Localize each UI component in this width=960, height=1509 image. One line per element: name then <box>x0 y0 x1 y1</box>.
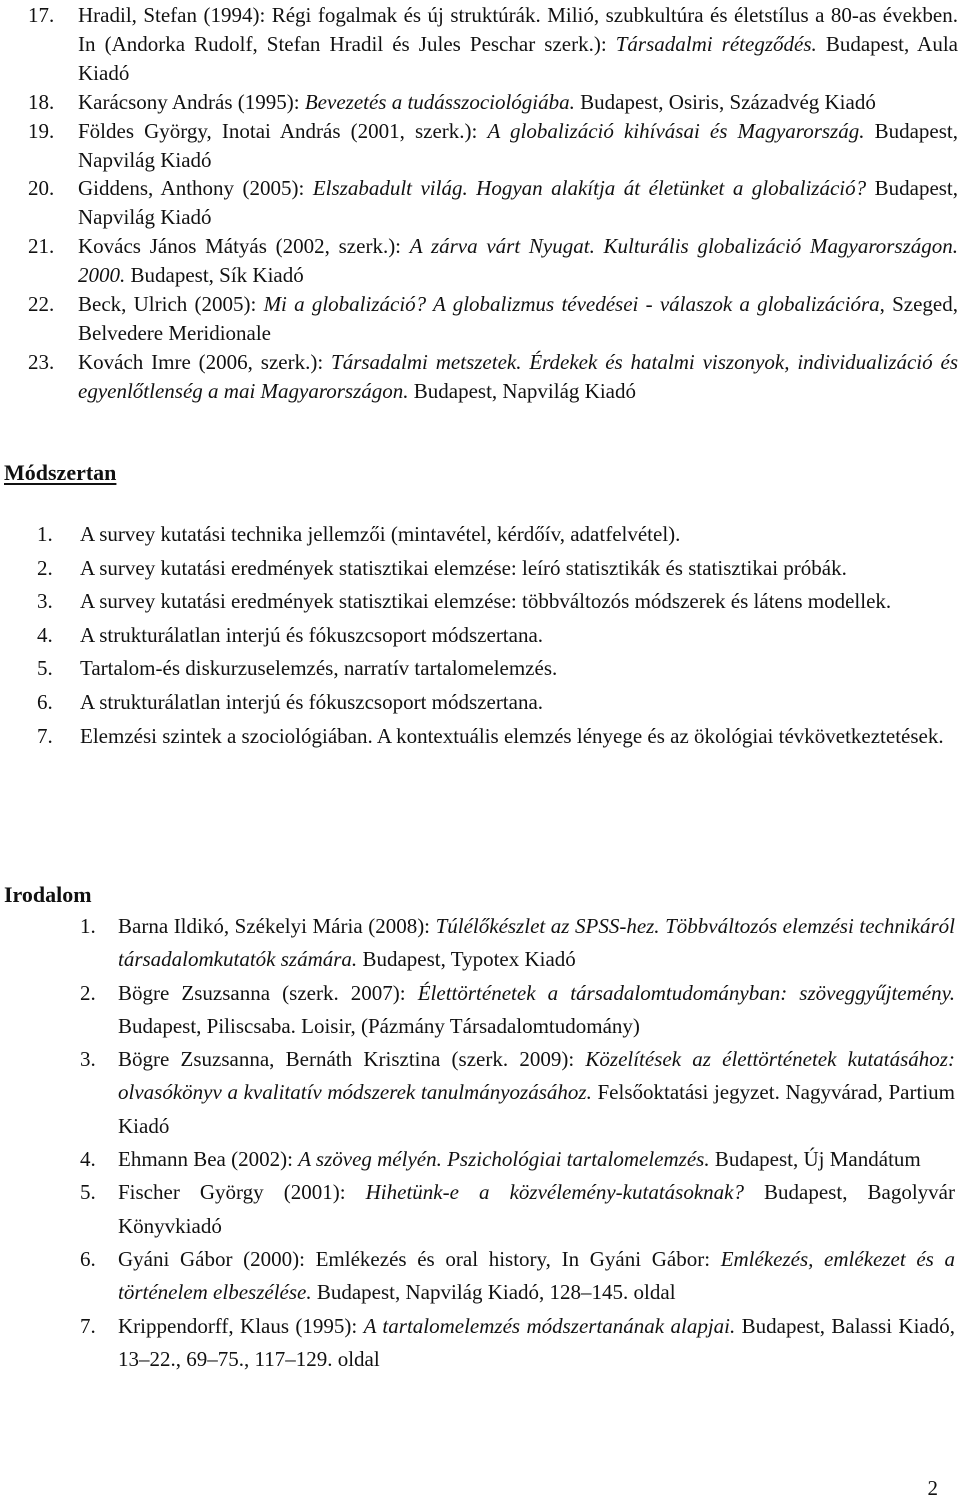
text-run: Budapest, Balassi Kiadó, 13–22., 69–75., 117–129. oldal <box>118 1313 956 1371</box>
literature-item-text <box>118 1243 955 1310</box>
title-run: Bevezetés a tudásszociológiába. <box>304 89 575 114</box>
reference-item-text <box>78 348 958 406</box>
text-run: Bögre Zsuzsanna (szerk. 2007): <box>118 980 418 1005</box>
methods-heading: Módszertan <box>4 460 117 485</box>
text-run: Gyáni Gábor (2000): Emlékezés és oral history, In Gyáni Gábor: <box>118 1246 721 1271</box>
method-item-text: A survey kutatási eredmények statisztikai elemzése: leíró statisztikák és statisztikai próbák. <box>80 555 847 580</box>
literature-item <box>0 977 955 1044</box>
title-run: Élettörténetek a társadalomtudományban: szöveggyűjtemény. <box>417 980 955 1005</box>
text-run: Földes György, Inotai András (2001, szerk.): <box>78 118 488 143</box>
literature-item-number: 4. <box>80 1147 96 1172</box>
literature-item-text <box>118 977 955 1044</box>
reference-item <box>28 232 958 290</box>
method-item <box>0 619 945 653</box>
text-run: Budapest, Napvilág Kiadó <box>78 176 959 230</box>
reference-item-number: 23. <box>28 349 55 374</box>
literature-item-text <box>118 1310 955 1377</box>
literature-item <box>0 1043 955 1143</box>
method-item-text: Elemzési szintek a szociológiában. A kontextuális elemzés lényege és az ökológiai tévkövetkeztetések. <box>80 723 944 748</box>
reference-item <box>28 174 958 232</box>
reference-item-number: 22. <box>28 292 55 317</box>
text-run: Barna Ildikó, Székelyi Mária (2008): <box>118 914 436 938</box>
method-item-text: A strukturálatlan interjú és fókuszcsoport módszertana. <box>80 689 544 714</box>
text-run: Budapest, Aula Kiadó <box>78 31 958 85</box>
literature-item-text <box>118 910 955 977</box>
reference-item-number: 20. <box>28 176 55 201</box>
title-run: Közelítések az élettörténetek kutatásához: olvasókönyv a kvalitatív módszerek tanulmányozásához. <box>118 1047 955 1105</box>
method-item-number: 2. <box>37 555 53 580</box>
literature-item-text <box>118 1176 955 1243</box>
literature-item-text <box>118 1043 955 1143</box>
reference-item <box>28 117 958 175</box>
method-item-number: 3. <box>37 589 53 614</box>
title-run: Társadalmi metszetek. Érdekek és hatalmi viszonyok, individualizáció és egyenlőtlenség a mai Magyarországon. <box>78 349 958 403</box>
text-run: Beck, Ulrich (2005): <box>78 292 264 317</box>
reference-list-continued <box>28 1 958 406</box>
text-run: Budapest, Sík Kiadó <box>125 263 304 288</box>
method-item-number: 4. <box>37 622 53 647</box>
reference-item-number: 18. <box>28 89 55 114</box>
text-run: Budapest, Typotex Kiadó <box>357 947 576 972</box>
literature-item-number: 5. <box>80 1180 96 1205</box>
title-run: Elszabadult világ. Hogyan alakítja át életünket a globalizáció? <box>312 176 867 201</box>
reference-item-text <box>78 290 958 348</box>
title-run: Hihetünk-e a közvélemény-kutatásoknak? <box>365 1180 744 1205</box>
reference-item <box>28 290 958 348</box>
reference-item-number: 19. <box>28 118 55 143</box>
literature-item-number: 7. <box>80 1313 96 1338</box>
method-item-number: 5. <box>37 656 53 681</box>
title-run: Társadalmi rétegződés. <box>615 31 817 56</box>
method-item <box>0 518 945 552</box>
reference-item-number: 17. <box>28 3 55 27</box>
text-run: Kovách Imre (2006, szerk.): <box>78 349 332 374</box>
text-run: Bögre Zsuzsanna, Bernáth Krisztina (szerk. 2009): <box>118 1047 586 1072</box>
method-item <box>0 720 945 754</box>
literature-item-text <box>118 1143 955 1176</box>
text-run: Budapest, Napvilág Kiadó <box>78 118 958 172</box>
method-item <box>0 686 945 720</box>
text-run: Fischer György (2001): <box>118 1180 366 1205</box>
literature-item-number: 6. <box>80 1246 96 1271</box>
reference-item-number: 21. <box>28 234 55 259</box>
text-run: , Szeged, Belvedere Meridionale <box>78 292 958 345</box>
title-run: A globalizáció kihívásai és Magyarország. <box>487 118 865 143</box>
literature-item <box>0 910 955 977</box>
title-run: A szöveg mélyén. Pszichológiai tartalomelemzés. <box>298 1147 710 1172</box>
title-run: A zárva várt Nyugat. Kulturális globalizáció Magyarországon. 2000. <box>78 234 959 288</box>
method-item <box>0 552 945 586</box>
method-item <box>0 585 945 619</box>
reference-item <box>28 1 958 88</box>
method-item-text: A survey kutatási technika jellemzői (mintavétel, kérdőív, adatfelvétel). <box>80 522 681 546</box>
reference-item-text <box>78 117 958 175</box>
literature-list <box>0 910 955 1376</box>
literature-item <box>0 1176 955 1243</box>
literature-item-number: 2. <box>80 980 96 1005</box>
literature-item <box>0 1310 955 1377</box>
reference-item-text <box>78 88 958 117</box>
method-item-number: 7. <box>37 723 53 748</box>
method-item-number: 6. <box>37 689 53 714</box>
literature-heading: Irodalom <box>4 882 92 907</box>
text-run: Budapest, Osiris, Századvég Kiadó <box>574 89 876 114</box>
text-run: Felsőoktatási jegyzet. Nagyvárad, Partium Kiadó <box>118 1080 956 1138</box>
reference-item-text <box>78 232 958 290</box>
reference-item-text <box>78 1 958 88</box>
text-run: Giddens, Anthony (2005): <box>78 176 313 201</box>
text-run: Hradil, Stefan (1994): Régi fogalmak és új struktúrák. Milió, szubkultúra és életstílus a 80-as években. In (Andorka Rudolf, Stefan Hradil és Jules Peschar szerk.): <box>78 3 958 56</box>
text-run: Budapest, Piliscsaba. Loisir, (Pázmány Társadalomtudomány) <box>118 1013 640 1038</box>
method-item-text: A survey kutatási eredmények statisztikai elemzése: többváltozós módszerek és látens modellek. <box>80 589 892 614</box>
method-item-text: A strukturálatlan interjú és fókuszcsoport módszertana. <box>80 622 544 647</box>
title-run: Mi a globalizáció? A globalizmus tévedései - válaszok a globalizációra <box>263 292 880 317</box>
text-run: Karácsony András (1995): <box>78 89 305 114</box>
text-run: Budapest, Új Mandátum <box>709 1147 921 1172</box>
literature-item <box>0 1143 955 1176</box>
method-item-text: Tartalom-és diskurzuselemzés, narratív tartalomelemzés. <box>80 656 558 681</box>
text-run: Budapest, Napvilág Kiadó <box>408 378 636 403</box>
reference-item <box>28 88 958 117</box>
title-run: A tartalomelemzés módszertanának alapjai. <box>363 1313 736 1338</box>
text-run: Budapest, Napvilág Kiadó, 128–145. oldal <box>311 1280 676 1305</box>
reference-item-text <box>78 174 958 232</box>
text-run: Krippendorff, Klaus (1995): <box>118 1313 364 1338</box>
text-run: Budapest, Bagolyvár Könyvkiadó <box>118 1180 955 1238</box>
method-item <box>0 652 945 686</box>
literature-item-number: 3. <box>80 1047 96 1072</box>
literature-item <box>0 1243 955 1310</box>
method-item-number: 1. <box>37 522 53 546</box>
title-run: Emlékezés, emlékezet és a történelem elbeszélése. <box>118 1246 955 1305</box>
title-run: Túlélőkészlet az SPSS-hez. Többváltozós elemzési technikáról társadalomkutatók számára. <box>118 914 955 972</box>
literature-item-number: 1. <box>80 914 96 938</box>
page-number: 2 <box>927 1476 938 1500</box>
text-run: Kovács János Mátyás (2002, szerk.): <box>78 234 410 259</box>
methods-list <box>0 518 945 753</box>
reference-item <box>28 348 958 406</box>
text-run: Ehmann Bea (2002): <box>118 1147 299 1172</box>
